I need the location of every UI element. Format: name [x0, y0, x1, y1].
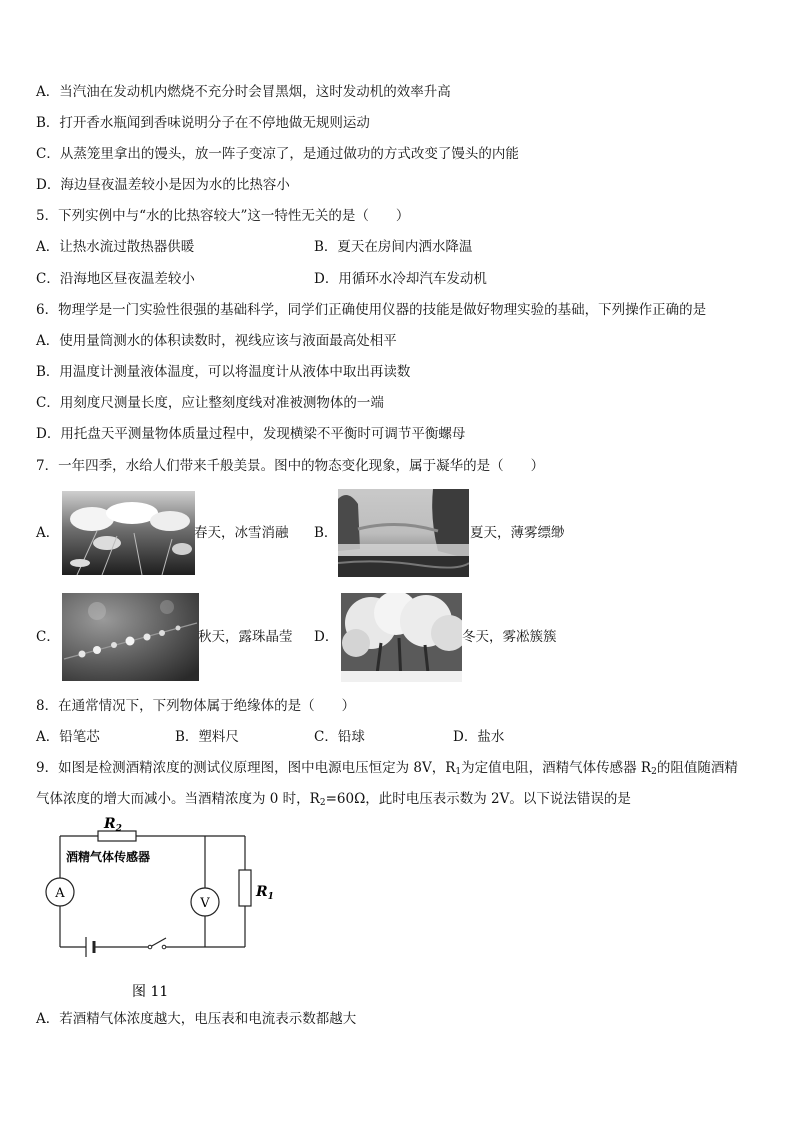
q7-option-b-label: B． — [314, 525, 338, 541]
q8-option-c: C．铅球 — [314, 729, 365, 745]
q6-option-b: B．用温度计测量液体温度，可以将温度计从液体中取出再读数 — [36, 364, 411, 380]
dew-drops-photo — [62, 593, 199, 681]
q8-option-d: D．盐水 — [453, 729, 505, 745]
sensor-label: 酒精气体传感器 — [66, 850, 151, 864]
q8-option-a: A．铅笔芯 — [36, 729, 100, 745]
rime-trees-photo — [341, 593, 462, 682]
circuit-diagram — [40, 812, 280, 1002]
q6-option-a: A．使用量筒测水的体积读数时，视线应该与液面最高处相平 — [36, 333, 397, 349]
ammeter-label: A — [55, 886, 65, 901]
q4-option-c: C．从蒸笼里拿出的馒头，放一阵子变凉了，是通过做功的方式改变了馒头的内能 — [36, 146, 519, 162]
q5-option-d: D．用循环水冷却汽车发动机 — [314, 271, 487, 287]
q7-option-c-label: C． — [36, 629, 60, 645]
q7-stem: 7．一年四季，水给人们带来千般美景。图中的物态变化现象，属于凝华的是（ ） — [36, 458, 545, 474]
q7-option-c-caption: 秋天，露珠晶莹 — [198, 629, 293, 645]
q7-option-a-caption: 春天，冰雪消融 — [194, 525, 289, 541]
q7-option-d-caption: 冬天，雾凇簇簇 — [462, 629, 557, 645]
voltmeter-label: V — [200, 896, 210, 911]
q9-option-a: A．若酒精气体浓度越大，电压表和电流表示数都越大 — [36, 1011, 357, 1027]
q7-option-a-label: A． — [36, 525, 60, 541]
q8-stem: 8．在通常情况下，下列物体属于绝缘体的是（ ） — [36, 698, 356, 714]
q5-option-b: B．夏天在房间内洒水降温 — [314, 239, 473, 255]
morning-mist-photo — [338, 489, 469, 577]
q5-option-c: C．沿海地区昼夜温差较小 — [36, 271, 195, 287]
q9-stem-line-2: 气体浓度的增大而减小。当酒精浓度为 0 时，$R_2=60\Omega$，此时电压表示数为 2V。以下说法错误的是 — [36, 791, 631, 808]
q7-option-d-label: D． — [314, 629, 339, 645]
q5-stem: 5．下列实例中与“水的比热容较大”这一特性无关的是（ ） — [36, 208, 410, 224]
snow-melting-photo — [62, 491, 195, 575]
r1-label: $R_1$ — [256, 884, 274, 902]
q9-stem-line-1: 9．如图是检测酒精浓度的测试仪原理图，图中电源电压恒定为 8V，$R_1$为定值电阻，酒精气体传感器 $R_2$的阻值随酒精 — [36, 760, 738, 777]
q4-option-d: D．海边昼夜温差较小是因为水的比热容小 — [36, 177, 290, 193]
q7-option-b-caption: 夏天，薄雾缥缈 — [470, 525, 565, 541]
q6-stem: 6．物理学是一门实验性很强的基础科学，同学们正确使用仪器的技能是做好物理实验的基础，下列操作正确的是 — [36, 302, 707, 318]
q6-option-c: C．用刻度尺测量长度，应让整刻度线对准被测物体的一端 — [36, 395, 384, 411]
q4-option-b: B．打开香水瓶闻到香味说明分子在不停地做无规则运动 — [36, 115, 370, 131]
q8-option-b: B．塑料尺 — [175, 729, 239, 745]
q4-option-a: A．当汽油在发动机内燃烧不充分时会冒黑烟，这时发动机的效率升高 — [36, 84, 451, 100]
q5-option-a: A．让热水流过散热器供暖 — [36, 239, 195, 255]
r2-label: $R_2$ — [104, 816, 122, 834]
q6-option-d: D．用托盘天平测量物体质量过程中，发现横梁不平衡时可调节平衡螺母 — [36, 426, 466, 442]
figure-caption: 图 11 — [132, 984, 169, 1000]
